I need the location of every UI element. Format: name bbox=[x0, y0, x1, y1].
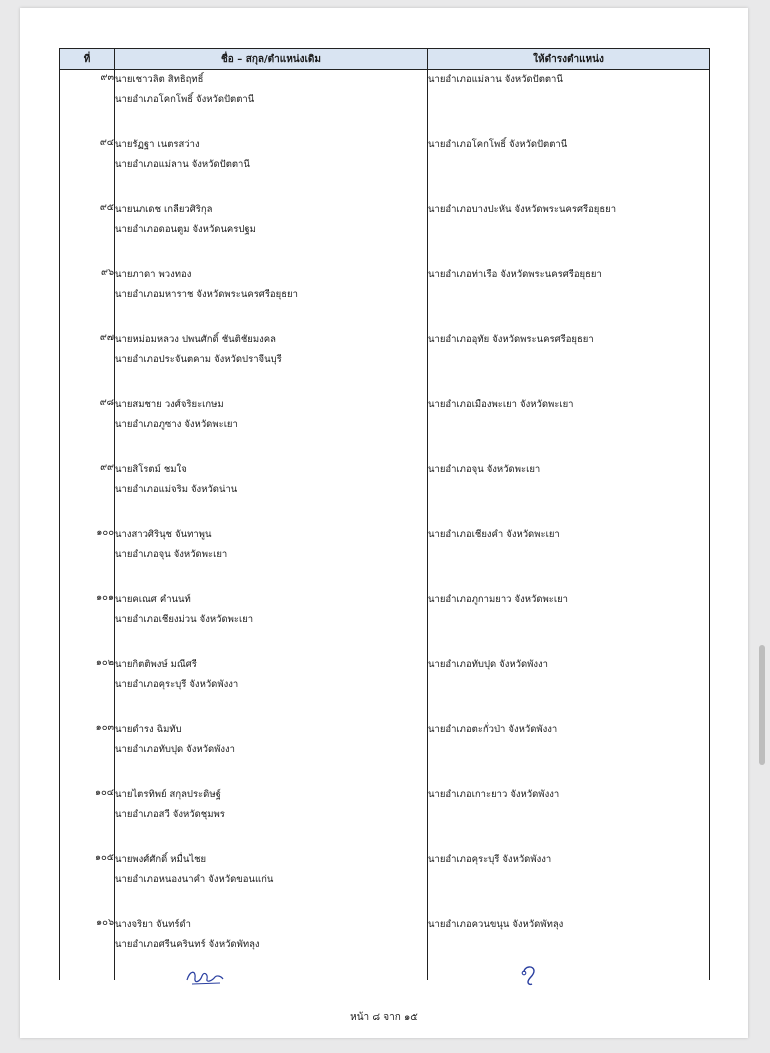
new-position: นายอำเภอคุระบุรี จังหวัดพังงา bbox=[428, 850, 710, 915]
row-person bbox=[115, 850, 428, 915]
row-number: ๙๔ bbox=[60, 135, 115, 200]
table-row bbox=[60, 70, 710, 136]
row-person bbox=[115, 135, 428, 200]
new-position: นายอำเภอแม่ลาน จังหวัดปัตตานี bbox=[428, 70, 710, 136]
old-position: นายอำเภอคุระบุรี จังหวัดพังงา bbox=[115, 679, 239, 690]
row-number: ๑๐๔ bbox=[60, 785, 115, 850]
row-person bbox=[115, 915, 428, 980]
table-row bbox=[60, 915, 710, 980]
page-number: หน้า ๘ จาก ๑๕ bbox=[350, 1012, 418, 1023]
new-position: นายอำเภอโคกโพธิ์ จังหวัดปัตตานี bbox=[428, 135, 710, 200]
new-position: นายอำเภอภูกามยาว จังหวัดพะเยา bbox=[428, 590, 710, 655]
header-name-old-position: ชื่อ – สกุล/ตำแหน่งเดิม bbox=[115, 49, 428, 70]
person-name: นางสาวศิรินุช จันทาพูน bbox=[115, 529, 212, 540]
person-name: นายเชาวลิต สิทธิฤทธิ์ bbox=[115, 74, 204, 85]
new-position: นายอำเภอเชียงคำ จังหวัดพะเยา bbox=[428, 525, 710, 590]
new-position: นายอำเภอควนขนุน จังหวัดพัทลุง bbox=[428, 915, 710, 980]
table-row bbox=[60, 135, 710, 200]
person-name: นายสิโรตม์ ชมใจ bbox=[115, 464, 187, 475]
row-person bbox=[115, 525, 428, 590]
row-number: ๑๐๕ bbox=[60, 850, 115, 915]
row-number: ๑๐๐ bbox=[60, 525, 115, 590]
person-name: นายพงศ์ศักดิ์ หมื่นไชย bbox=[115, 854, 207, 865]
row-number: ๙๖ bbox=[60, 265, 115, 330]
table-row bbox=[60, 720, 710, 785]
row-number: ๑๐๑ bbox=[60, 590, 115, 655]
row-person bbox=[115, 655, 428, 720]
table-row bbox=[60, 460, 710, 525]
row-person bbox=[115, 330, 428, 395]
old-position: นายอำเภอเชียงม่วน จังหวัดพะเยา bbox=[115, 614, 254, 625]
row-person bbox=[115, 200, 428, 265]
old-position: นายอำเภอมหาราช จังหวัดพระนครศรีอยุธยา bbox=[115, 289, 298, 300]
new-position: นายอำเภอบางปะหัน จังหวัดพระนครศรีอยุธยา bbox=[428, 200, 710, 265]
table-row bbox=[60, 200, 710, 265]
initial-signature-left bbox=[184, 966, 226, 988]
person-name: นายกิตติพงษ์ มณีศรี bbox=[115, 659, 197, 670]
row-person bbox=[115, 590, 428, 655]
header-new-position: ให้ดำรงตำแหน่ง bbox=[428, 49, 710, 70]
person-name: นายหม่อมหลวง ปพนศักดิ์ ชันติชัยมงคล bbox=[115, 334, 276, 345]
old-position: นายอำเภอแม่จริม จังหวัดน่าน bbox=[115, 484, 238, 495]
old-position: นายอำเภอหนองนาคำ จังหวัดขอนแก่น bbox=[115, 874, 274, 885]
old-position: นายอำเภอสวี จังหวัดชุมพร bbox=[115, 809, 225, 820]
table-row bbox=[60, 785, 710, 850]
row-person bbox=[115, 70, 428, 136]
document-page bbox=[20, 8, 748, 1038]
person-name: นายภาดา พวงทอง bbox=[115, 269, 192, 280]
old-position: นายอำเภอจุน จังหวัดพะเยา bbox=[115, 549, 228, 560]
old-position: นายอำเภอแม่ลาน จังหวัดปัตตานี bbox=[115, 159, 250, 170]
row-number: ๑๐๒ bbox=[60, 655, 115, 720]
old-position: นายอำเภอดอนตูม จังหวัดนครปฐม bbox=[115, 224, 256, 235]
new-position: นายอำเภอตะกั่วป่า จังหวัดพังงา bbox=[428, 720, 710, 785]
old-position: นายอำเภอทับปุด จังหวัดพังงา bbox=[115, 744, 236, 755]
table-row bbox=[60, 265, 710, 330]
new-position: นายอำเภอเมืองพะเยา จังหวัดพะเยา bbox=[428, 395, 710, 460]
initial-signature-right bbox=[519, 963, 541, 987]
row-number: ๙๘ bbox=[60, 395, 115, 460]
person-name: นายคเณศ คำนนท์ bbox=[115, 594, 191, 605]
old-position: นายอำเภอประจันตคาม จังหวัดปราจีนบุรี bbox=[115, 354, 282, 365]
row-person bbox=[115, 785, 428, 850]
row-person bbox=[115, 460, 428, 525]
row-person bbox=[115, 720, 428, 785]
table-row bbox=[60, 850, 710, 915]
person-name: นายสมชาย วงศ์จริยะเกษม bbox=[115, 399, 224, 410]
row-person bbox=[115, 265, 428, 330]
new-position: นายอำเภอทับปุด จังหวัดพังงา bbox=[428, 655, 710, 720]
new-position: นายอำเภอท่าเรือ จังหวัดพระนครศรีอยุธยา bbox=[428, 265, 710, 330]
new-position: นายอำเภอเกาะยาว จังหวัดพังงา bbox=[428, 785, 710, 850]
old-position: นายอำเภอศรีนครินทร์ จังหวัดพัทลุง bbox=[115, 939, 260, 950]
row-number: ๙๓ bbox=[60, 70, 115, 136]
row-person bbox=[115, 395, 428, 460]
header-number: ที่ bbox=[60, 49, 115, 70]
old-position: นายอำเภอโคกโพธิ์ จังหวัดปัตตานี bbox=[115, 94, 255, 105]
row-number: ๑๐๓ bbox=[60, 720, 115, 785]
row-number: ๙๗ bbox=[60, 330, 115, 395]
person-name: นายนภเดช เกลียวศิริกุล bbox=[115, 204, 213, 215]
new-position: นายอำเภออุทัย จังหวัดพระนครศรีอยุธยา bbox=[428, 330, 710, 395]
scrollbar[interactable] bbox=[759, 645, 765, 765]
row-number: ๑๐๖ bbox=[60, 915, 115, 980]
row-number: ๙๕ bbox=[60, 200, 115, 265]
person-name: นายดำรง ฉิมทับ bbox=[115, 724, 182, 735]
appointment-table bbox=[59, 48, 710, 980]
table-row bbox=[60, 655, 710, 720]
old-position: นายอำเภอภูซาง จังหวัดพะเยา bbox=[115, 419, 238, 430]
table-row bbox=[60, 330, 710, 395]
person-name: นางจริยา จันทร์ดำ bbox=[115, 919, 191, 930]
table-row bbox=[60, 590, 710, 655]
person-name: นายไตรทิพย์ สกุลประดิษฐ์ bbox=[115, 789, 221, 800]
person-name: นายรัฏฐา เนตรสว่าง bbox=[115, 139, 200, 150]
table-row bbox=[60, 395, 710, 460]
table-header-row bbox=[60, 49, 710, 70]
new-position: นายอำเภอจุน จังหวัดพะเยา bbox=[428, 460, 710, 525]
row-number: ๙๙ bbox=[60, 460, 115, 525]
table-row bbox=[60, 525, 710, 590]
